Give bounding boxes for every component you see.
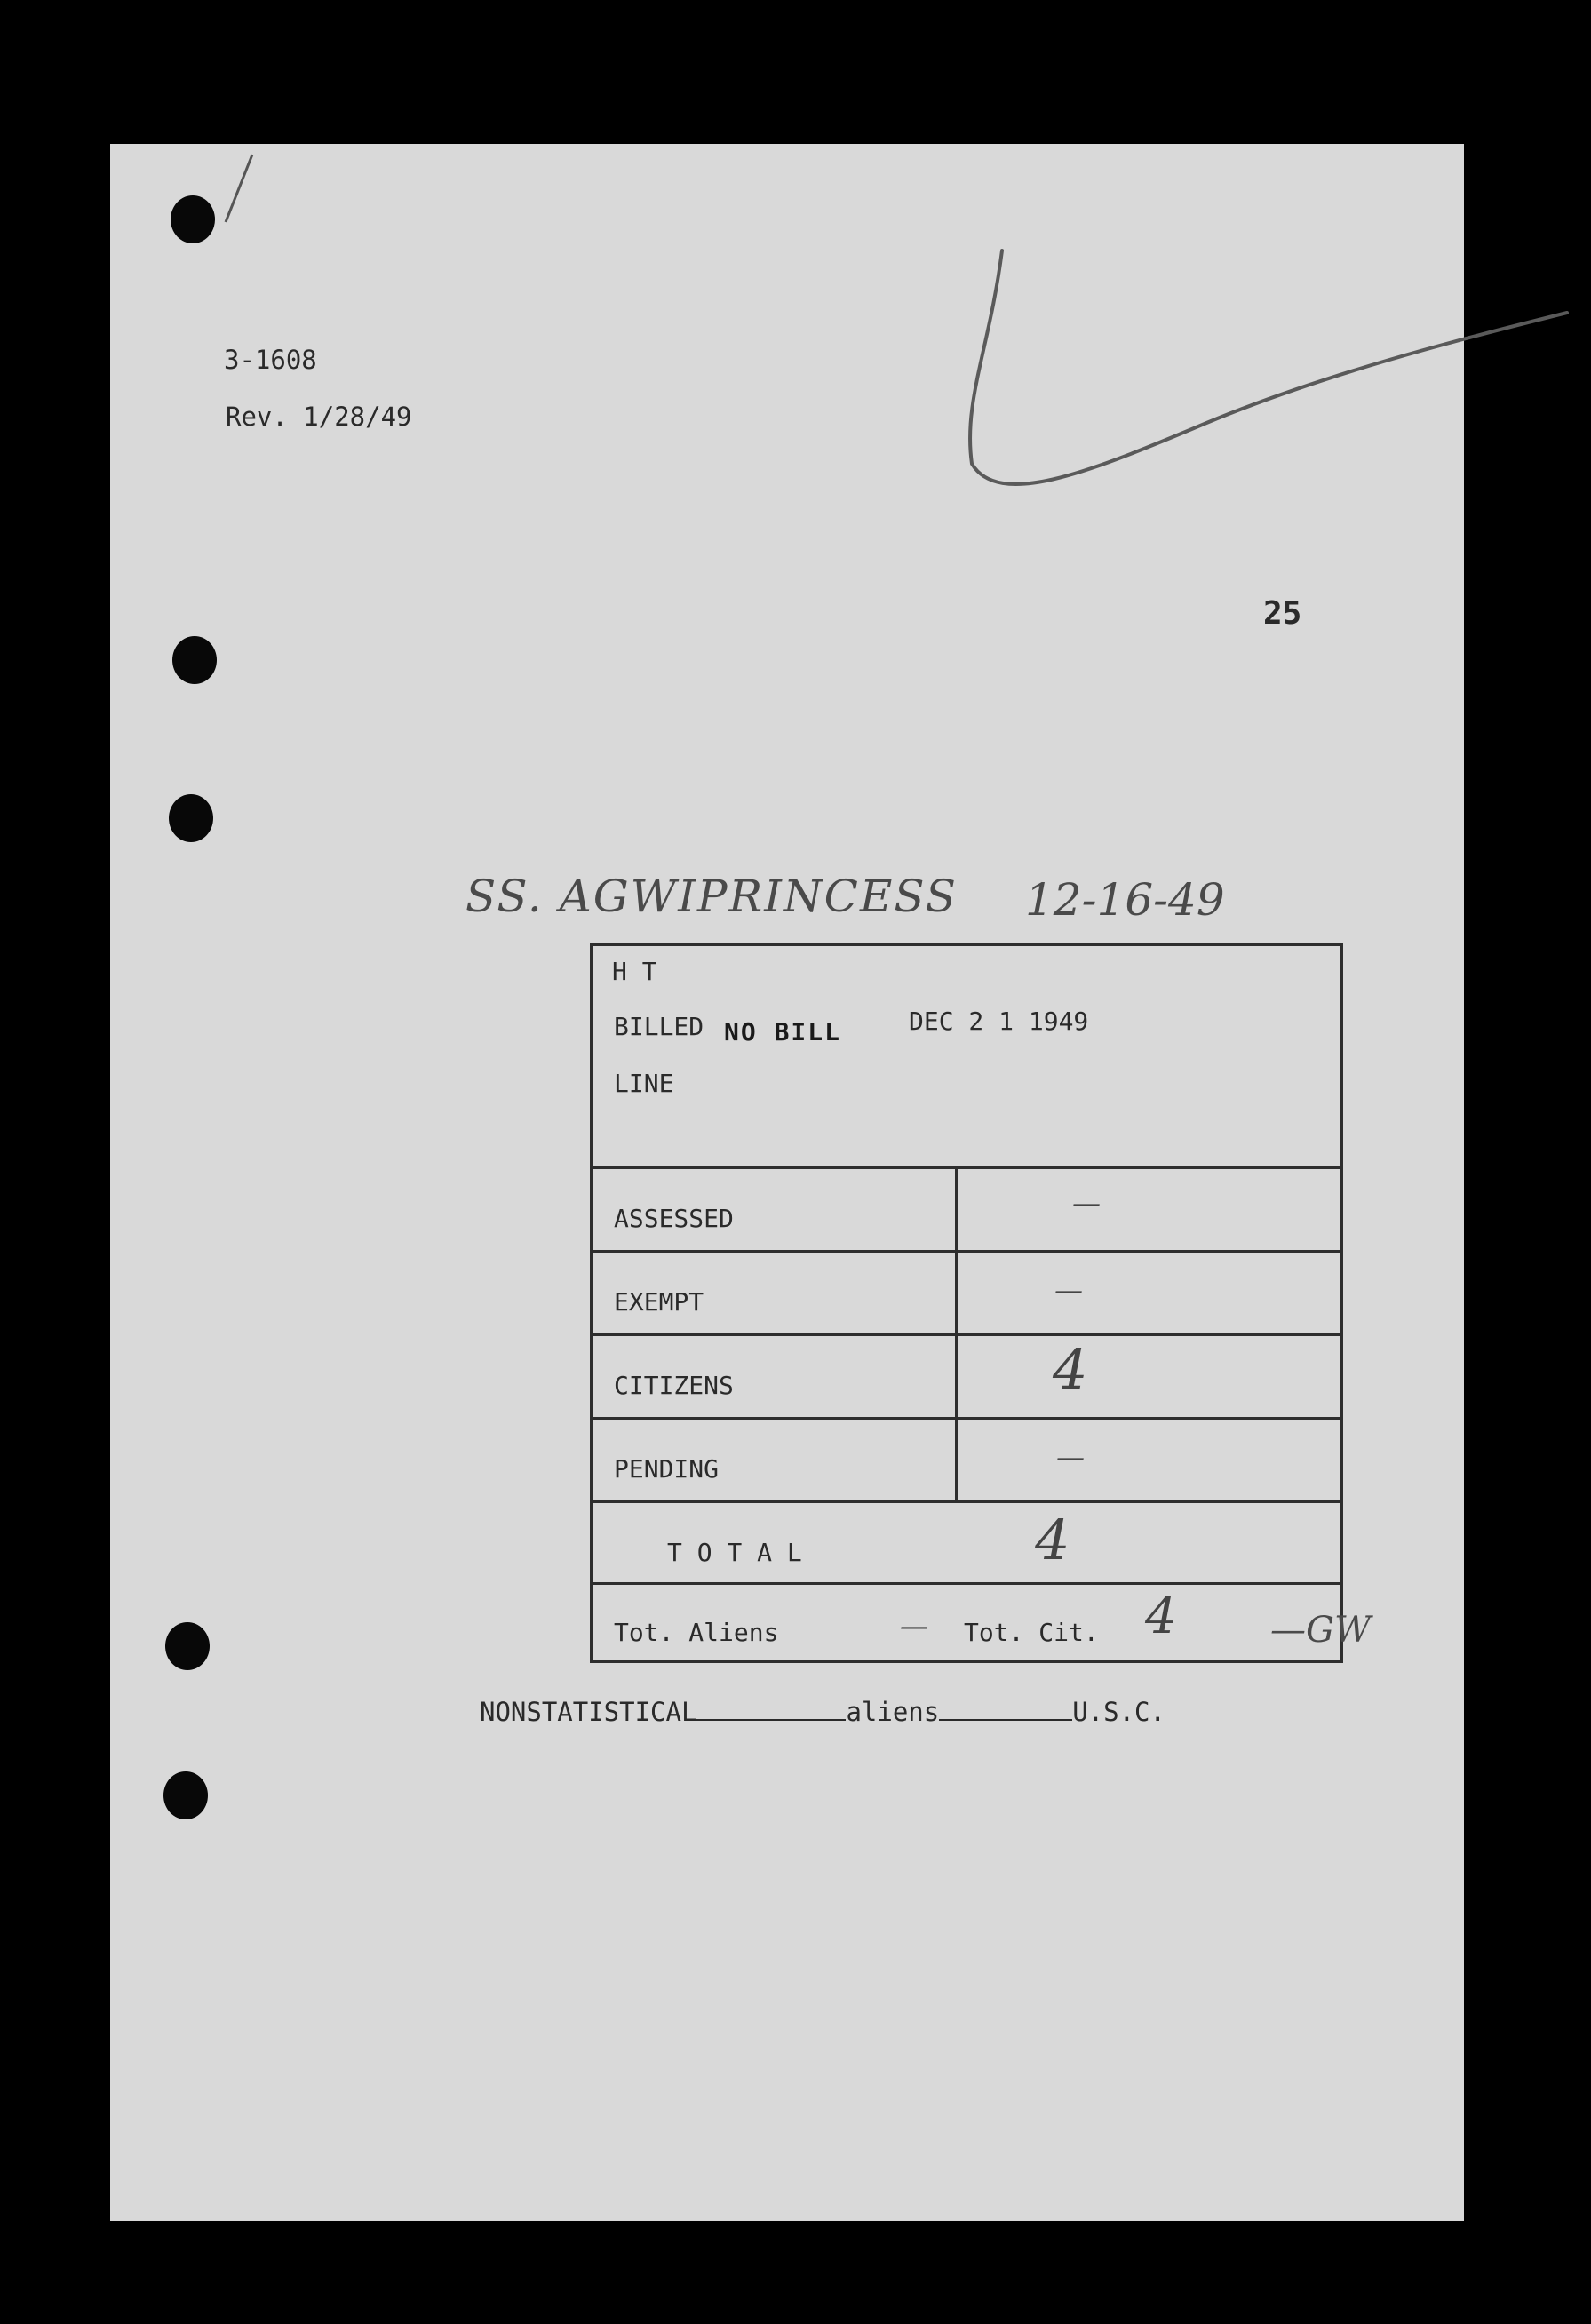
row-label-pending: PENDING xyxy=(614,1454,720,1484)
tot-cit-label: Tot. Cit. xyxy=(964,1618,1099,1647)
vessel-name: SS. AGWIPRINCESS xyxy=(465,871,958,922)
tot-cit-value: 4 xyxy=(1145,1588,1177,1645)
usc-label: U.S.C. xyxy=(1072,1697,1165,1727)
divider xyxy=(593,1500,1340,1503)
usc-blank xyxy=(939,1719,1072,1721)
handwritten-date: 12-16-49 xyxy=(1025,874,1225,926)
row-value-assessed: — xyxy=(1072,1186,1101,1220)
total-value: 4 xyxy=(1035,1508,1070,1572)
row-value-citizens: 4 xyxy=(1053,1337,1088,1402)
billed-stamp: NO BILL xyxy=(724,1017,842,1047)
page-number: 25 xyxy=(1263,595,1302,632)
nonstatistical-line xyxy=(480,1697,1165,1727)
punch-hole xyxy=(172,636,217,684)
divider xyxy=(593,1333,1340,1336)
tot-aliens-label: Tot. Aliens xyxy=(614,1618,779,1647)
form-number: 3-1608 xyxy=(224,345,317,375)
revision-date: Rev. 1/28/49 xyxy=(226,402,412,432)
punch-hole xyxy=(163,1771,208,1819)
total-label: T O T A L xyxy=(667,1538,802,1567)
tot-aliens-value: — xyxy=(900,1609,928,1643)
divider xyxy=(593,1417,1340,1420)
tick-mark-icon xyxy=(208,151,261,231)
row-label-citizens: CITIZENS xyxy=(614,1371,734,1400)
document-page xyxy=(110,144,1464,2221)
row-value-pending: — xyxy=(1056,1440,1085,1474)
billed-label: BILLED xyxy=(614,1012,704,1041)
line-label: LINE xyxy=(614,1069,674,1098)
punch-hole xyxy=(169,794,213,842)
punch-hole xyxy=(165,1622,210,1670)
aliens-label: aliens xyxy=(846,1697,940,1727)
date-stamp: DEC 2 1 1949 xyxy=(909,1007,1089,1036)
row-label-exempt: EXEMPT xyxy=(614,1287,704,1317)
nonstatistical-aliens-blank xyxy=(696,1719,846,1721)
row-label-assessed: ASSESSED xyxy=(614,1204,734,1233)
divider xyxy=(593,1250,1340,1253)
nonstatistical-label: NONSTATISTICAL xyxy=(480,1697,697,1727)
divider xyxy=(593,1166,1340,1169)
ht-label: H T xyxy=(612,957,657,986)
margin-initials: —GW xyxy=(1270,1610,1372,1651)
manifest-form xyxy=(590,943,1343,1663)
row-value-exempt: — xyxy=(1054,1273,1083,1307)
divider xyxy=(593,1582,1340,1585)
